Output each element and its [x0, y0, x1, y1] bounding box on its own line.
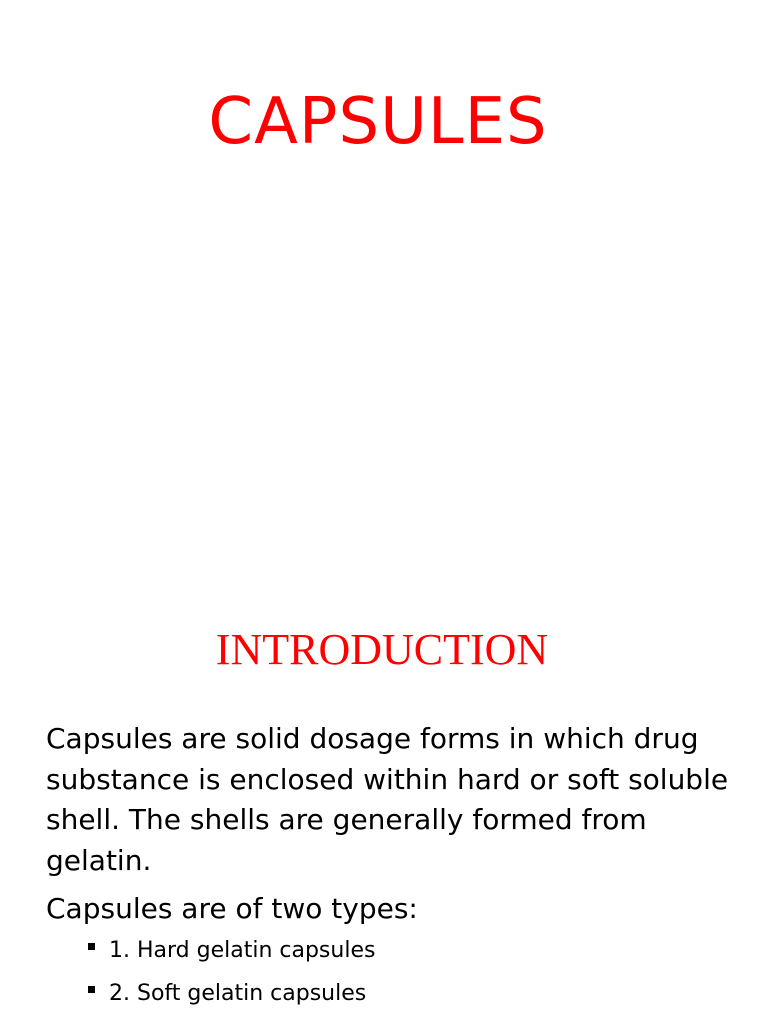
list-item [86, 976, 375, 1019]
introduction-slide [0, 576, 768, 1024]
square-bullet-icon [88, 986, 95, 993]
list-item [86, 933, 375, 976]
types-intro: Capsules are of two types: [46, 892, 418, 925]
list-item-label: 1. Hard gelatin capsules [109, 938, 376, 963]
section-heading: INTRODUCTION [215, 625, 549, 674]
capsule-types-list [86, 933, 375, 1019]
square-bullet-icon [88, 943, 95, 950]
slide-title: CAPSULES [208, 85, 548, 159]
intro-paragraph: Capsules are solid dosage forms in which drug substance is enclosed within hard or soft soluble shell. The shells are generally formed from gelatin. [46, 722, 729, 877]
list-item-label: 2. Soft gelatin capsules [109, 981, 367, 1006]
